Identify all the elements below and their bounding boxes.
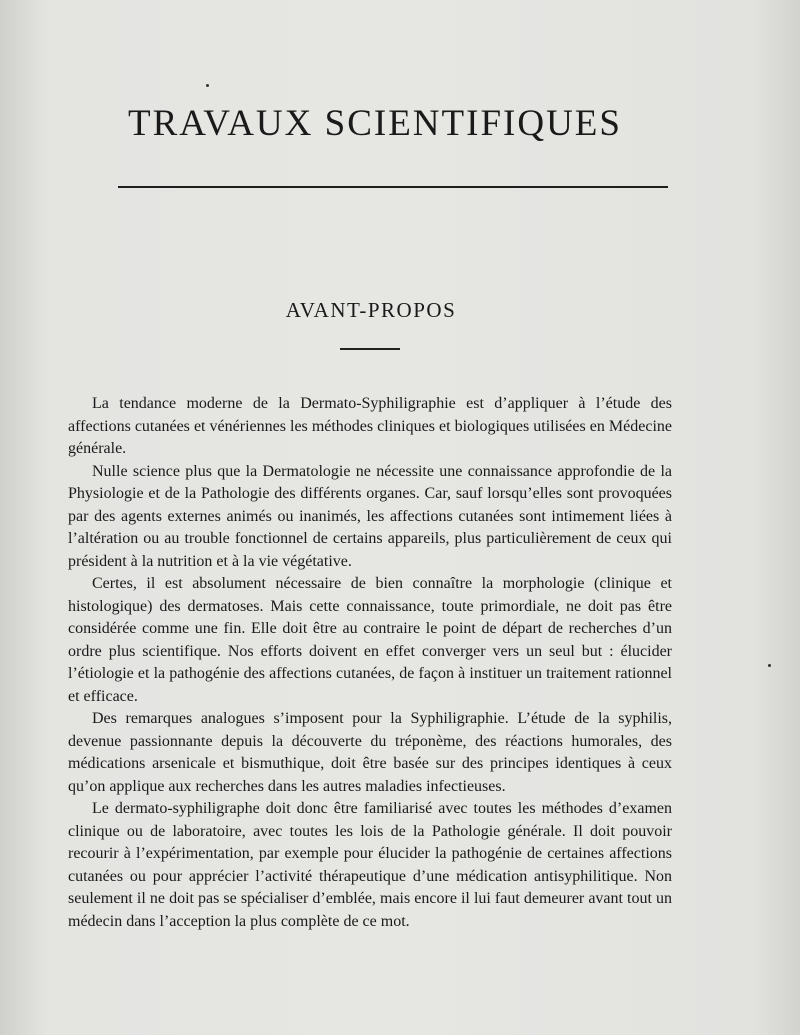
title-rule — [118, 186, 668, 188]
page-title: TRAVAUX SCIENTIFIQUES — [128, 103, 622, 144]
ink-speck — [206, 84, 209, 87]
paragraph: Certes, il est absolument nécessaire de bien connaître la morphologie (clinique et histologique) des dermatoses. Mais cette connaissance, toute primordiale, ne doit pas être considérée comme une fin. Elle doit être au contraire le point de départ de recherches d’un ordre plus scientifique. Nos efforts doivent en effet converger vers un seul but : élucider l’étiologie et la pathogénie des affections cutanées, de façon à instituer un traitement rationnel et efficace. — [68, 575, 672, 705]
paragraph: Le dermato-syphiligraphe doit donc être familiarisé avec toutes les méthodes d’examen clinique ou de laboratoire, avec toutes les lois de la Pathologie générale. Il doit pouvoir recourir à l’expérimentation, par exemple pour élucider la pathogénie de certaines affections cutanées ou pour apprécier l’activité thérapeutique d’une médication antisyphilitique. Non seulement il ne doit pas se spécialiser d’emblée, mais encore il lui faut demeurer avant tout un médecin dans l’acception la plus complète de ce mot. — [68, 800, 672, 930]
section-rule — [340, 348, 400, 350]
paragraph: Des remarques analogues s’imposent pour la Syphiligraphie. L’étude de la syphilis, devenue passionnante depuis la découverte du tréponème, des réactions humorales, des médications arsenicale et bismuthique, doit être basée sur des principes identiques à ceux qu’on applique aux recherches dans les autres maladies infectieuses. — [68, 710, 672, 795]
section-title: AVANT-PROPOS — [285, 298, 457, 322]
paragraph: La tendance moderne de la Dermato-Syphiligraphie est d’appliquer à l’étude des affections cutanées et vénériennes les méthodes cliniques et biologiques utilisées en Médecine générale. — [68, 395, 672, 457]
body-text — [68, 393, 672, 933]
paragraph: Nulle science plus que la Dermatologie ne nécessite une connaissance approfondie de la Physiologie et de la Pathologie des différents organes. Car, sauf lorsqu’elles sont provoquées par des agents externes animés ou inanimés, les affections cutanées sont intimement liées à l’altération ou au trouble fonctionnel de certains appareils, plus particulièrement de ceux qui président à la nutrition et à la vie végétative. — [68, 462, 672, 570]
ink-speck — [768, 664, 771, 667]
